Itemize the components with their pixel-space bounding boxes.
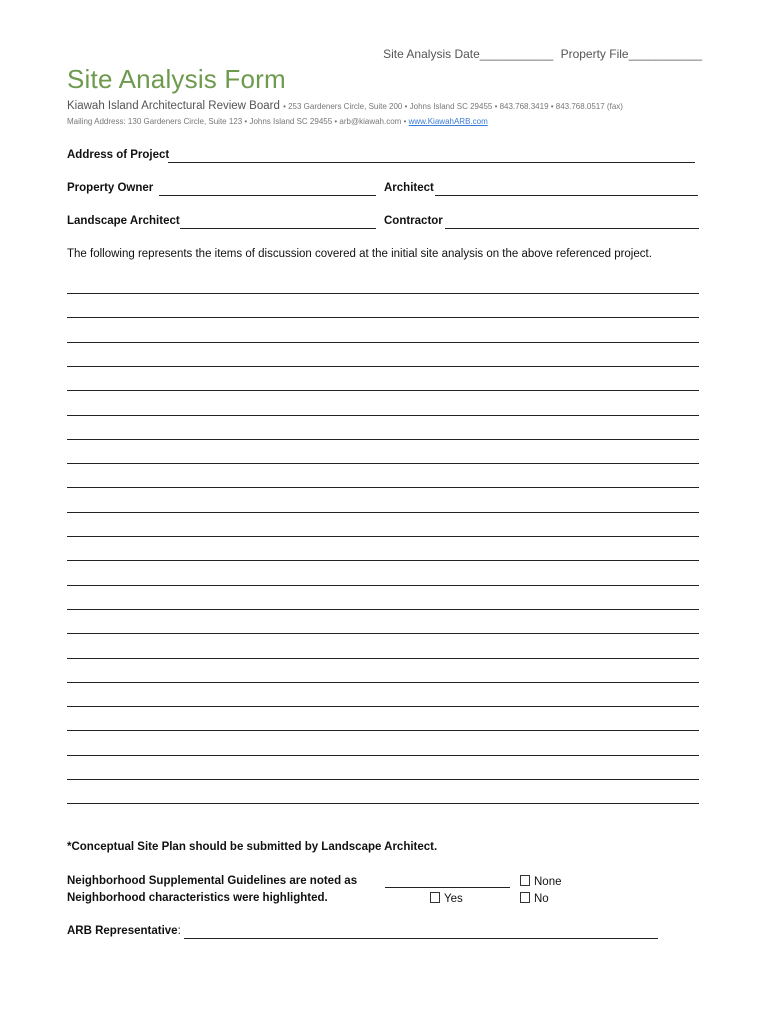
architect-label: Architect	[384, 182, 434, 194]
address-of-project-line[interactable]	[168, 162, 695, 163]
option-yes[interactable]: Yes	[430, 892, 463, 905]
discussion-line[interactable]	[67, 609, 699, 610]
discussion-line[interactable]	[67, 293, 699, 294]
discussion-line[interactable]	[67, 487, 699, 488]
checkbox-none-icon[interactable]	[520, 875, 530, 886]
discussion-line[interactable]	[67, 585, 699, 586]
option-no[interactable]: No	[520, 892, 549, 905]
discussion-line[interactable]	[67, 633, 699, 634]
header-dates	[383, 47, 702, 61]
option-none[interactable]: None	[520, 875, 562, 888]
discussion-line[interactable]	[67, 755, 699, 756]
board-info	[67, 100, 623, 112]
discussion-line[interactable]	[67, 342, 699, 343]
mailing-address	[67, 117, 488, 126]
architect-line[interactable]	[435, 195, 698, 196]
guidelines-label: Neighborhood Supplemental Guidelines are noted as	[67, 875, 358, 887]
landscape-architect-label: Landscape Architect	[67, 215, 180, 227]
address-of-project-label: Address of Project	[67, 149, 170, 161]
discussion-line[interactable]	[67, 366, 699, 367]
arb-representative-label: ARB Representative:	[67, 925, 181, 937]
discussion-line[interactable]	[67, 317, 699, 318]
arb-representative-line[interactable]	[184, 938, 658, 939]
discussion-line[interactable]	[67, 390, 699, 391]
discussion-line[interactable]	[67, 536, 699, 537]
discussion-line[interactable]	[67, 730, 699, 731]
discussion-line[interactable]	[67, 415, 699, 416]
property-owner-line[interactable]	[159, 195, 376, 196]
checkbox-yes-icon[interactable]	[430, 892, 440, 903]
contractor-label: Contractor	[384, 215, 443, 227]
site-analysis-date-label[interactable]: Site Analysis Date___________	[383, 47, 554, 61]
discussion-line[interactable]	[67, 706, 699, 707]
website-link[interactable]: www.KiawahARB.com	[408, 117, 488, 126]
discussion-line[interactable]	[67, 803, 699, 804]
discussion-line[interactable]	[67, 439, 699, 440]
contractor-line[interactable]	[445, 228, 699, 229]
discussion-line[interactable]	[67, 560, 699, 561]
discussion-line[interactable]	[67, 658, 699, 659]
discussion-line[interactable]	[67, 463, 699, 464]
property-file-label[interactable]: Property File___________	[560, 47, 702, 61]
discussion-line[interactable]	[67, 512, 699, 513]
discussion-line[interactable]	[67, 682, 699, 683]
conceptual-note: *Conceptual Site Plan should be submitted by Landscape Architect.	[67, 841, 438, 853]
guidelines-line[interactable]	[385, 887, 510, 888]
landscape-architect-line[interactable]	[180, 228, 376, 229]
characteristics-label: Neighborhood characteristics were highlighted.	[67, 892, 328, 904]
discussion-line[interactable]	[67, 779, 699, 780]
page-title: Site Analysis Form	[67, 64, 286, 94]
intro-text: The following represents the items of discussion covered at the initial site analysis on the above referenced project.	[67, 248, 652, 260]
checkbox-no-icon[interactable]	[520, 892, 530, 903]
mailing-text: Mailing Address: 130 Gardeners Circle, Suite 123 • Johns Island SC 29455 • arb@kiawah.com •	[67, 117, 407, 126]
board-address: • 253 Gardeners Circle, Suite 200 • Johns Island SC 29455 • 843.768.3419 • 843.768.0517 (fax)	[283, 102, 623, 111]
board-name: Kiawah Island Architectural Review Board	[67, 100, 280, 112]
property-owner-label: Property Owner	[67, 182, 154, 194]
